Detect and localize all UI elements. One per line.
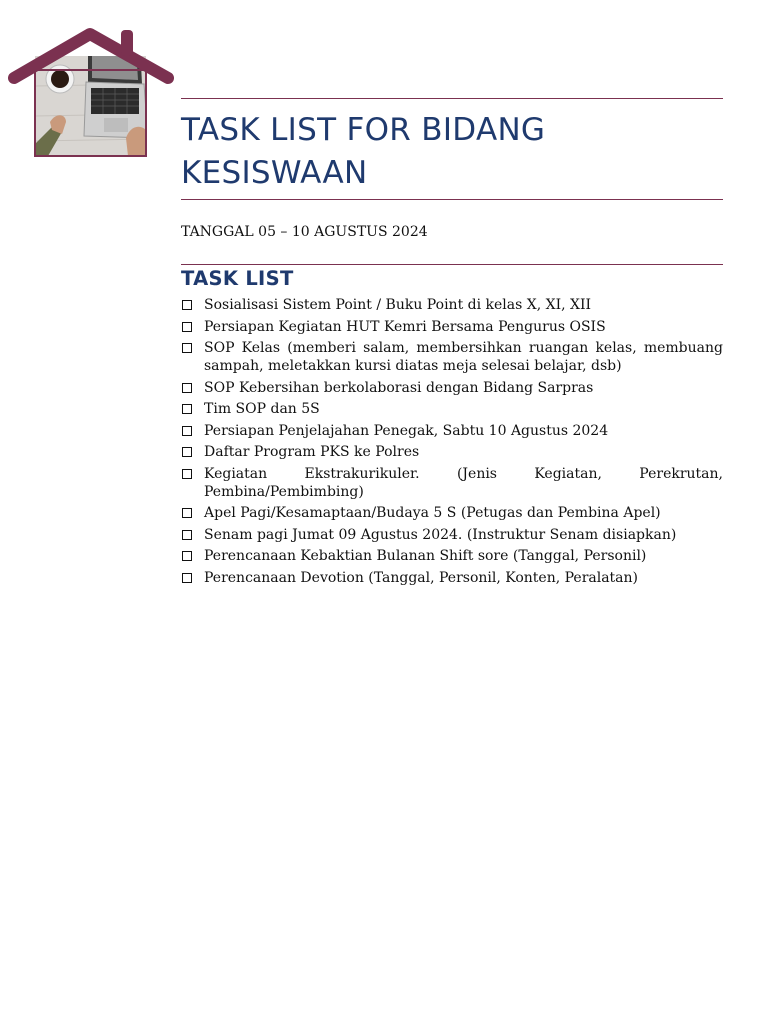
page-title: TASK LIST FOR BIDANG KESISWAAN bbox=[181, 112, 546, 191]
task-text: SOP Kebersihan berkolaborasi dengan Bidang Sarpras bbox=[204, 379, 594, 396]
task-item bbox=[181, 465, 723, 501]
task-text: Sosialisasi Sistem Point / Buku Point di kelas X, XI, XII bbox=[204, 297, 592, 313]
task-item bbox=[181, 547, 723, 565]
task-text: Persiapan Kegiatan HUT Kemri Bersama Pengurus OSIS bbox=[204, 318, 606, 335]
checkbox-icon[interactable] bbox=[182, 573, 192, 583]
task-item bbox=[181, 379, 723, 397]
task-item bbox=[181, 400, 723, 418]
checkbox-icon[interactable] bbox=[182, 383, 192, 393]
task-item bbox=[181, 443, 723, 461]
checkbox-icon[interactable] bbox=[182, 300, 192, 310]
task-item bbox=[181, 296, 723, 314]
task-text: Persiapan Penjelajahan Penegak, Sabtu 10 Agustus 2024 bbox=[204, 422, 609, 439]
task-text: Senam pagi Jumat 09 Agustus 2024. (Instruktur Senam disiapkan) bbox=[204, 526, 677, 543]
section-divider bbox=[181, 264, 723, 265]
task-text: Tim SOP dan 5S bbox=[204, 401, 320, 417]
task-text: Perencanaan Kebaktian Bulanan Shift sore (Tanggal, Personil) bbox=[204, 548, 647, 564]
task-text: Kegiatan Ekstrakurikuler. (Jenis Kegiatan, Perekrutan, Pembina/Pembimbing) bbox=[204, 465, 723, 500]
checkbox-icon[interactable] bbox=[182, 508, 192, 518]
section-title: TASK LIST bbox=[181, 267, 294, 290]
task-item bbox=[181, 422, 723, 440]
house-laptop-icon bbox=[8, 26, 174, 160]
checkbox-icon[interactable] bbox=[182, 426, 192, 436]
checkbox-icon[interactable] bbox=[182, 447, 192, 457]
task-list bbox=[181, 296, 723, 587]
task-item bbox=[181, 569, 723, 587]
task-item bbox=[181, 339, 723, 375]
checkbox-icon[interactable] bbox=[182, 343, 192, 353]
checkbox-icon[interactable] bbox=[182, 404, 192, 414]
title-divider bbox=[181, 199, 723, 200]
task-item bbox=[181, 318, 723, 336]
task-text: Perencanaan Devotion (Tanggal, Personil, Konten, Peralatan) bbox=[204, 569, 639, 586]
task-document bbox=[181, 98, 723, 590]
checkbox-icon[interactable] bbox=[182, 469, 192, 479]
checkbox-icon[interactable] bbox=[182, 530, 192, 540]
task-item bbox=[181, 504, 723, 522]
checkbox-icon[interactable] bbox=[182, 322, 192, 332]
task-text: Daftar Program PKS ke Polres bbox=[204, 444, 420, 460]
date-range: TANGGAL 05 – 10 AGUSTUS 2024 bbox=[181, 224, 428, 240]
task-item bbox=[181, 526, 723, 544]
checkbox-icon[interactable] bbox=[182, 551, 192, 561]
top-divider bbox=[181, 98, 723, 99]
task-text: Apel Pagi/Kesamaptaan/Budaya 5 S (Petugas dan Pembina Apel) bbox=[204, 505, 661, 521]
task-text: SOP Kelas (memberi salam, membersihkan ruangan kelas, membuang sampah, meletakkan kursi diatas meja selesai belajar, dsb) bbox=[204, 340, 723, 374]
